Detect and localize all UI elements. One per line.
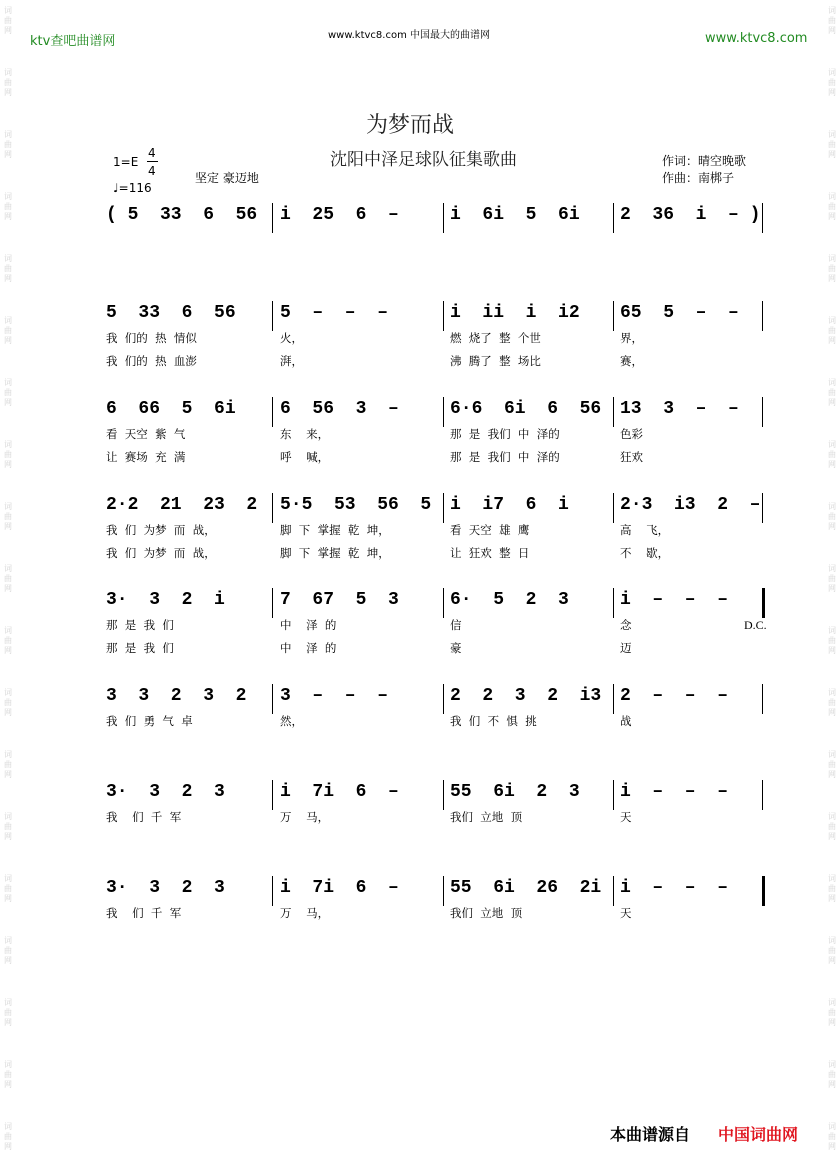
barline xyxy=(613,780,614,810)
lyric-line: 中 泽 的 xyxy=(280,641,337,655)
side-watermark-mark: 词 曲 网 xyxy=(4,378,12,407)
side-watermark-mark: 词 曲 网 xyxy=(4,874,12,903)
lyric-line: 东 来， xyxy=(280,427,330,441)
footer-source-label: 本曲谱源自 xyxy=(610,1125,691,1144)
lyric-line: 看 天空 雄 鹰 xyxy=(450,523,530,537)
side-watermark-mark: 词 曲 网 xyxy=(4,440,12,469)
barline xyxy=(762,397,763,427)
side-watermark-mark: 词 曲 网 xyxy=(828,936,836,965)
side-watermark-mark: 词 曲 网 xyxy=(4,998,12,1027)
lyric-line: 信 xyxy=(450,618,462,632)
lyric-line: 火， xyxy=(280,331,303,345)
measure-notes: i – – – xyxy=(620,590,729,610)
measure-notes: i 7i 6 – xyxy=(280,878,399,898)
side-watermark-mark: 词 曲 网 xyxy=(828,688,836,717)
barline xyxy=(762,876,765,906)
lyric-line: 天 xyxy=(620,810,632,824)
side-watermark-mark: 词 曲 网 xyxy=(4,130,12,159)
side-watermark-mark: 词 曲 网 xyxy=(828,1122,836,1151)
composer: 作曲：南梆子 xyxy=(662,171,735,185)
time-signature-line xyxy=(147,161,158,162)
lyric-line: 呼 喊， xyxy=(280,450,330,464)
lyric-line: 湃， xyxy=(280,354,303,368)
measure-notes: ( 5 33 6 56 xyxy=(106,205,258,225)
barline xyxy=(613,203,614,233)
side-watermark-mark: 词 曲 网 xyxy=(4,502,12,531)
side-watermark-mark: 词 曲 网 xyxy=(828,998,836,1027)
barline xyxy=(613,588,614,618)
lyric-line: 我们 立地 顶 xyxy=(450,906,523,920)
barline xyxy=(443,684,444,714)
barline xyxy=(272,203,273,233)
song-subtitle: 沈阳中泽足球队征集歌曲 xyxy=(330,150,517,170)
tempo-mark: ♩=116 xyxy=(113,181,152,195)
lyric-line: 不 歇， xyxy=(620,546,670,560)
side-watermark-mark: 词 曲 网 xyxy=(4,936,12,965)
lyric-line: 看 天空 紫 气 xyxy=(106,427,186,441)
side-watermark-mark: 词 曲 网 xyxy=(4,254,12,283)
side-watermark-mark: 词 曲 网 xyxy=(4,812,12,841)
barline xyxy=(272,876,273,906)
lyric-line: 天 xyxy=(620,906,632,920)
side-watermark-mark: 词 曲 网 xyxy=(828,750,836,779)
barline xyxy=(443,493,444,523)
barline xyxy=(762,301,763,331)
side-watermark-mark: 词 曲 网 xyxy=(828,254,836,283)
lyricist: 作词：晴空晚歌 xyxy=(662,154,747,168)
side-watermark-mark: 词 曲 网 xyxy=(4,564,12,593)
time-signature-top: 4 xyxy=(148,146,156,160)
lyric-line: 万 马， xyxy=(280,810,330,824)
measure-notes: 5 33 6 56 xyxy=(106,303,236,323)
lyric-line: 我 们 千 军 xyxy=(106,810,182,824)
side-watermark-mark: 词 曲 网 xyxy=(828,874,836,903)
lyric-line: 燃 烧了 整 个世 xyxy=(450,331,541,345)
side-watermark-mark: 词 曲 网 xyxy=(4,626,12,655)
lyric-line: 我 们 不 惧 挑 xyxy=(450,714,537,728)
side-watermark-mark: 词 曲 网 xyxy=(828,812,836,841)
lyric-line: 色彩 xyxy=(620,427,643,441)
lyric-line: 我 们 为梦 而 战， xyxy=(106,546,216,560)
side-watermark-mark: 词 曲 网 xyxy=(828,1060,836,1089)
measure-notes: i 7i 6 – xyxy=(280,782,399,802)
measure-notes: 2·2 21 23 2 xyxy=(106,495,258,515)
lyric-line: 让 赛场 充 满 xyxy=(106,450,186,464)
barline xyxy=(443,780,444,810)
measure-notes: 5·5 53 56 5 xyxy=(280,495,432,515)
lyric-line: 我 们的 热 血澎 xyxy=(106,354,197,368)
measure-notes: 2 – – – xyxy=(620,686,729,706)
barline xyxy=(613,684,614,714)
side-watermark-mark: 词 曲 网 xyxy=(828,626,836,655)
side-watermark-mark: 词 曲 网 xyxy=(828,564,836,593)
side-watermark-mark: 词 曲 网 xyxy=(4,1060,12,1089)
measure-notes: 55 6i 2 3 xyxy=(450,782,580,802)
measure-notes: i – – – xyxy=(620,782,729,802)
lyric-line: 沸 腾了 整 场比 xyxy=(450,354,541,368)
side-watermark-mark: 词 曲 网 xyxy=(828,378,836,407)
barline xyxy=(272,684,273,714)
side-watermark-mark: 词 曲 网 xyxy=(4,688,12,717)
lyric-line: 那 是 我 们 xyxy=(106,618,174,632)
key-signature: 1=E xyxy=(113,155,139,169)
measure-notes: i – – – xyxy=(620,878,729,898)
measure-notes: i 6i 5 6i xyxy=(450,205,580,225)
measure-notes: 2 2 3 2 i3 xyxy=(450,686,602,706)
song-title: 为梦而战 xyxy=(366,113,455,138)
header-center-text: www.ktvc8.com 中国最大的曲谱网 xyxy=(328,30,491,41)
side-watermark-mark: 词 曲 网 xyxy=(828,316,836,345)
lyric-line: 迈 xyxy=(620,641,632,655)
dc-mark: D.C. xyxy=(744,618,767,632)
lyric-line: 那 是 我们 中 泽的 xyxy=(450,450,560,464)
side-watermark-right xyxy=(824,0,840,1169)
measure-notes: 6· 5 2 3 xyxy=(450,590,569,610)
measure-notes: i 25 6 – xyxy=(280,205,399,225)
lyric-line: 让 狂欢 整 日 xyxy=(450,546,530,560)
lyric-line: 那 是 我们 中 泽的 xyxy=(450,427,560,441)
lyric-line: 赛， xyxy=(620,354,643,368)
barline xyxy=(762,493,763,523)
lyric-line: 中 泽 的 xyxy=(280,618,337,632)
measure-notes: 6·6 6i 6 56 xyxy=(450,399,602,419)
barline xyxy=(762,684,763,714)
barline xyxy=(443,876,444,906)
header-left-link[interactable]: ktv查吧曲谱网 xyxy=(30,34,116,49)
barline xyxy=(272,493,273,523)
footer-source-site[interactable]: 中国词曲网 xyxy=(718,1125,799,1144)
lyric-line: 那 是 我 们 xyxy=(106,641,174,655)
lyric-line: 然， xyxy=(280,714,303,728)
measure-notes: 2·3 i3 2 – xyxy=(620,495,761,515)
side-watermark-mark: 词 曲 网 xyxy=(828,6,836,35)
barline xyxy=(272,397,273,427)
barline xyxy=(272,301,273,331)
lyric-line: 我 们 为梦 而 战， xyxy=(106,523,216,537)
barline xyxy=(762,203,763,233)
lyric-line: 脚 下 掌握 乾 坤， xyxy=(280,523,390,537)
barline xyxy=(762,588,765,618)
measure-notes: i ii i i2 xyxy=(450,303,580,323)
barline xyxy=(443,397,444,427)
barline xyxy=(613,301,614,331)
lyric-line: 我 们 千 军 xyxy=(106,906,182,920)
lyric-line: 我 们 勇 气 卓 xyxy=(106,714,193,728)
side-watermark-left xyxy=(0,0,16,1169)
side-watermark-mark: 词 曲 网 xyxy=(4,192,12,221)
side-watermark-mark: 词 曲 网 xyxy=(828,192,836,221)
barline xyxy=(762,780,763,810)
barline xyxy=(613,493,614,523)
barline xyxy=(443,301,444,331)
barline xyxy=(443,203,444,233)
side-watermark-mark: 词 曲 网 xyxy=(4,6,12,35)
measure-notes: 13 3 – – xyxy=(620,399,739,419)
header-right-link[interactable]: www.ktvc8.com xyxy=(705,31,808,46)
measure-notes: 55 6i 26 2i xyxy=(450,878,602,898)
measure-notes: 3· 3 2 i xyxy=(106,590,225,610)
measure-notes: 7 67 5 3 xyxy=(280,590,399,610)
side-watermark-mark: 词 曲 网 xyxy=(828,502,836,531)
measure-notes: 6 66 5 6i xyxy=(106,399,236,419)
barline xyxy=(613,876,614,906)
side-watermark-mark: 词 曲 网 xyxy=(4,316,12,345)
measure-notes: 65 5 – – xyxy=(620,303,739,323)
lyric-line: 界， xyxy=(620,331,643,345)
lyric-line: 战 xyxy=(620,714,632,728)
time-signature-bottom: 4 xyxy=(148,164,156,178)
side-watermark-mark: 词 曲 网 xyxy=(4,68,12,97)
measure-notes: 3· 3 2 3 xyxy=(106,782,225,802)
barline xyxy=(272,780,273,810)
measure-notes: 5 – – – xyxy=(280,303,389,323)
lyric-line: 脚 下 掌握 乾 坤， xyxy=(280,546,390,560)
measure-notes: 3 – – – xyxy=(280,686,389,706)
lyric-line: 豪 xyxy=(450,641,462,655)
measure-notes: 2 36 i – ) xyxy=(620,205,761,225)
barline xyxy=(272,588,273,618)
lyric-line: 我 们的 热 情似 xyxy=(106,331,197,345)
measure-notes: i i7 6 i xyxy=(450,495,569,515)
lyric-line: 高 飞， xyxy=(620,523,670,537)
lyric-line: 狂欢 xyxy=(620,450,643,464)
side-watermark-mark: 词 曲 网 xyxy=(4,750,12,779)
side-watermark-mark: 词 曲 网 xyxy=(828,68,836,97)
lyric-line: 念 xyxy=(620,618,632,632)
barline xyxy=(613,397,614,427)
lyric-line: 万 马， xyxy=(280,906,330,920)
style-mark: 坚定 豪迈地 xyxy=(195,171,259,185)
lyric-line: 我们 立地 顶 xyxy=(450,810,523,824)
measure-notes: 3 3 2 3 2 xyxy=(106,686,247,706)
barline xyxy=(443,588,444,618)
measure-notes: 6 56 3 – xyxy=(280,399,399,419)
side-watermark-mark: 词 曲 网 xyxy=(828,440,836,469)
side-watermark-mark: 词 曲 网 xyxy=(4,1122,12,1151)
measure-notes: 3· 3 2 3 xyxy=(106,878,225,898)
side-watermark-mark: 词 曲 网 xyxy=(828,130,836,159)
